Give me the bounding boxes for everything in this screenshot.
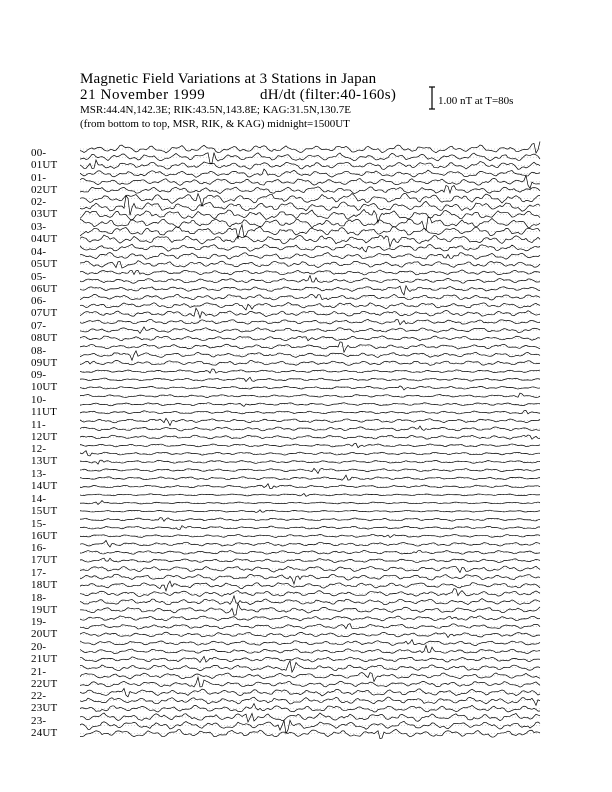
station-trace-kag: [80, 640, 540, 646]
hour-label: 11-12UT: [31, 418, 58, 443]
hour-label: 00-01UT: [31, 147, 58, 171]
station-trace-kag: [80, 468, 540, 473]
station-trace-kag: [80, 589, 540, 597]
chart-date: 21 November 1999: [80, 87, 206, 103]
station-trace-kag: [80, 661, 540, 672]
station-trace-rik: [80, 153, 540, 164]
station-trace-msr: [80, 729, 540, 738]
station-trace-rik: [80, 574, 540, 584]
station-trace-kag: [80, 713, 540, 722]
hour-label: 19-20UT: [31, 616, 58, 641]
station-trace-msr: [80, 209, 540, 222]
hour-label: 17-18UT: [31, 566, 58, 591]
scale-bar-label: 1.00 nT at T=80s: [438, 95, 514, 107]
station-trace-kag: [80, 342, 540, 352]
station-trace-kag: [80, 244, 540, 252]
station-trace-kag: [80, 194, 540, 207]
station-trace-kag: [80, 518, 540, 522]
station-trace-kag: [80, 566, 540, 572]
station-trace-rik: [80, 225, 540, 239]
station-trace-msr: [80, 581, 540, 591]
station-trace-msr: [80, 510, 540, 513]
hour-label: 10-11UT: [31, 394, 58, 418]
station-trace-rik: [80, 303, 540, 310]
station-trace-kag: [80, 393, 540, 397]
station-trace-kag: [80, 141, 540, 153]
station-trace-msr: [80, 185, 540, 193]
station-trace-msr: [80, 558, 540, 562]
hour-label: 04-05UT: [31, 245, 58, 270]
station-trace-msr: [80, 386, 540, 390]
chart-title: Magnetic Field Variations at 3 Stations in Japan: [80, 71, 377, 87]
station-trace-rik: [80, 351, 540, 360]
hour-label: 07-08UT: [31, 319, 58, 344]
station-trace-kag: [80, 418, 540, 425]
hour-label: 01-02UT: [31, 171, 58, 196]
station-trace-msr: [80, 534, 540, 537]
station-trace-kag: [80, 688, 540, 696]
station-trace-rik: [80, 697, 540, 705]
station-trace-msr: [80, 677, 540, 687]
station-trace-msr: [80, 235, 540, 247]
station-trace-rik: [80, 645, 540, 653]
hour-label: 14-15UT: [31, 492, 58, 517]
station-trace-kag: [80, 540, 540, 547]
hour-label: 16-17UT: [31, 542, 58, 567]
hour-label: 08-09UT: [31, 344, 58, 369]
station-trace-rik: [80, 501, 540, 505]
station-trace-msr: [80, 308, 540, 318]
station-trace-rik: [80, 451, 540, 456]
station-trace-msr: [80, 411, 540, 414]
magnetogram-plot: [80, 137, 542, 747]
station-trace-msr: [80, 460, 540, 464]
station-trace-kag: [80, 443, 540, 447]
hour-label: 06-07UT: [31, 295, 58, 320]
station-trace-rik: [80, 673, 540, 682]
station-trace-rik: [80, 403, 540, 407]
scale-bar: [428, 86, 436, 110]
station-trace-msr: [80, 160, 540, 170]
station-trace-kag: [80, 369, 540, 373]
hour-label: 23-24UT: [31, 715, 58, 740]
station-trace-rik: [80, 276, 540, 284]
hour-label: 12-13UT: [31, 443, 58, 468]
hour-label: 09-10UT: [31, 369, 58, 394]
station-coordinates: MSR:44.4N,142.3E; RIK:43.5N,143.8E; KAG:31.5N,130.7E: [80, 104, 352, 116]
station-trace-msr: [80, 484, 540, 489]
station-trace-msr: [80, 286, 540, 295]
hour-label: 05-06UT: [31, 270, 58, 295]
station-trace-rik: [80, 475, 540, 480]
hour-label: 18-19UT: [31, 591, 58, 616]
station-trace-rik: [80, 596, 540, 605]
hour-label: 22-23UT: [31, 690, 58, 715]
station-order-note: (from bottom to top, MSR, RIK, & KAG) midnight=1500UT: [80, 118, 350, 130]
chart-filter: dH/dt (filter:40-160s): [260, 87, 397, 103]
station-trace-kag: [80, 169, 540, 177]
hour-label: 03-04UT: [31, 221, 58, 246]
hour-label: 02-03UT: [31, 196, 58, 221]
hour-label: 13-14UT: [31, 468, 58, 493]
station-trace-rik: [80, 426, 540, 431]
station-trace-msr: [80, 604, 540, 616]
hour-label: 21-22UT: [31, 665, 58, 690]
hour-label: 15-16UT: [31, 517, 58, 542]
station-trace-msr: [80, 704, 540, 713]
station-trace-kag: [80, 217, 540, 230]
hour-label: 20-21UT: [31, 641, 58, 665]
